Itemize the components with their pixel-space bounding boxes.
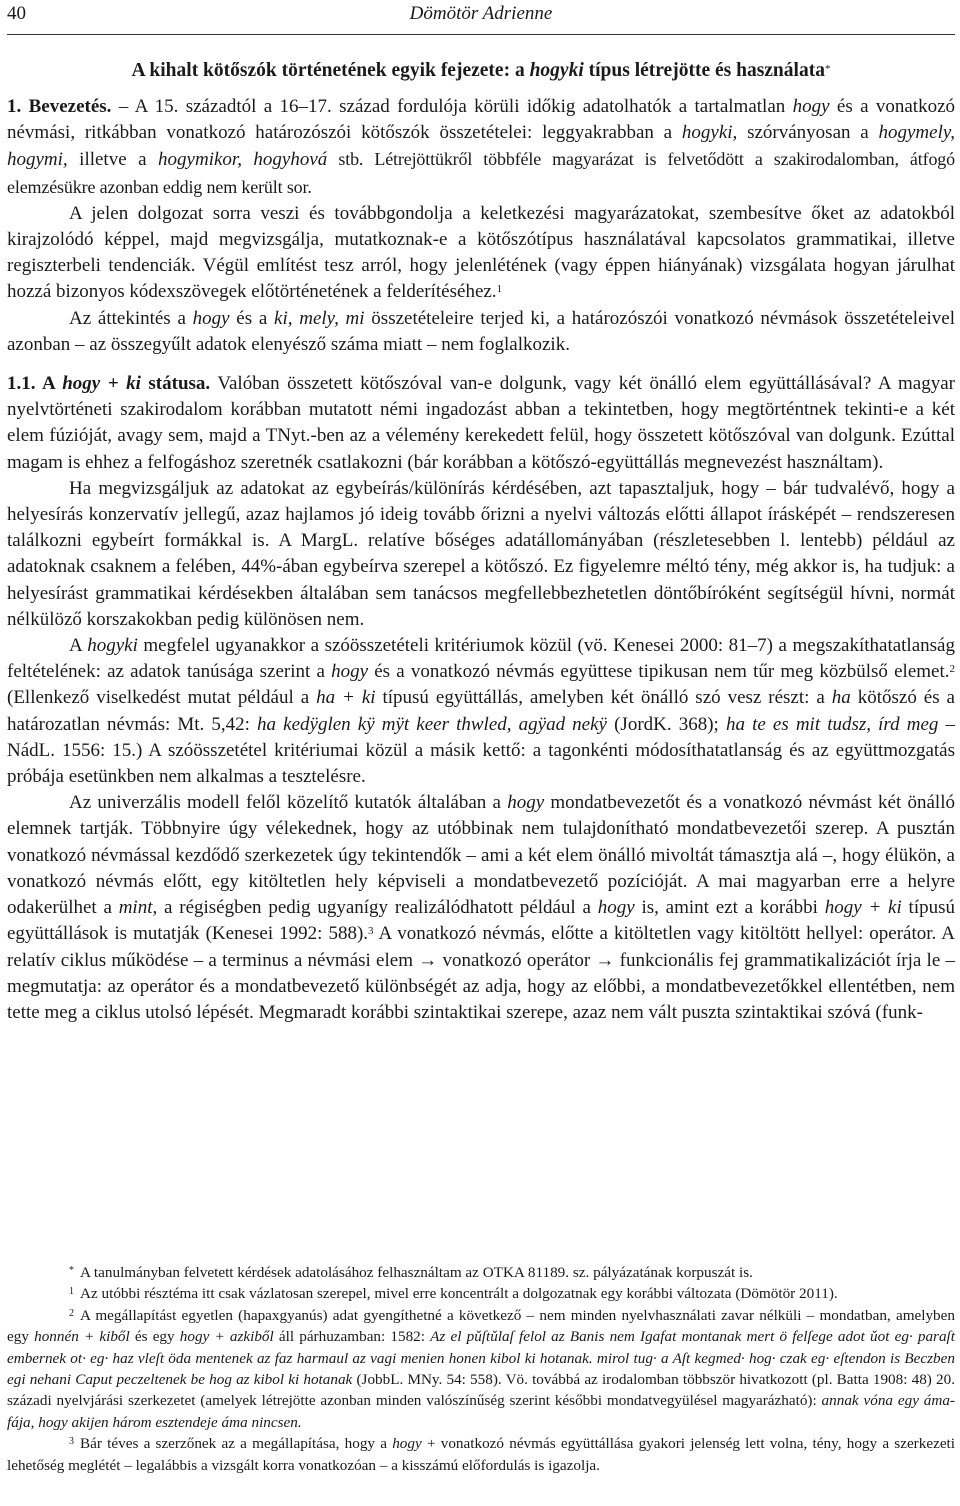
italic-run: ha [831,687,851,709]
body-paragraph [7,633,955,790]
italic-run: hogymely, hogymi, [7,122,955,171]
italic-run: hogyki [87,635,138,657]
heading-text: 1.1. A [7,373,63,395]
italic-run: hogy [331,661,369,683]
italic-run: hogyki, [681,122,738,144]
text-run: Az áttekintés a [69,307,193,329]
footnote-mark: 1 [69,1286,74,1298]
text-run: stb. Létrejöttükről többféle magyarázat is felvetődött a szakirodalomban, átfogó elemzésükre azonban eddig nem került sor. [7,149,955,197]
title-footnote-mark: * [824,63,831,75]
running-header [7,0,955,35]
text-run: illetve a [67,149,159,171]
footnote-ref: 3 [368,925,374,938]
footnote-mark: * [69,1265,74,1276]
footnote-text: Bár téves a szerzőnek az a megállapítása, hogy a [80,1435,393,1453]
text-run: és a vonatkozó névmási, ritkábban vonatkozó határozószói kötőszók összetételei: leggyakrabban a [7,96,956,144]
italic-run: hogy [597,897,635,919]
body-paragraph [7,306,955,358]
italic-run: ha + ki [316,687,376,709]
footnote-text: Az utóbbi résztéma itt csak vázlatosan szerepel, mivel erre koncentrált a dolgozatnak egy korábbi változata (Dömötör 2011). [80,1285,838,1303]
text-run: (Ellenkező viselkedést mutat például a [7,687,317,709]
footnote-italic: annak vóna egy áma-fája, hogy akijen három esztendeje áma nincsen. [7,1392,955,1431]
section-heading-intro: 1. Bevezetés. [7,96,112,117]
title-text-end: típus létrejötte és használata [583,60,825,81]
text-run: – A 15. századtól a 16–17. század fordulója körüli időkig adatolhatók a tartalmatlan [111,96,793,117]
footnote-text: és egy [129,1328,180,1346]
italic-run: hogymikor, hogyhová [158,149,328,171]
page [7,0,956,1474]
text-run: Valóban összetett kötőszóval van-e dolgunk, vagy két önálló elem együttállásával? A magyar nyelvtörténeti szakirodalom korábban mutatott némi ingadozást abban a tekintetben, hogy megtörténtnek tekinti-e a két elem fúzióját, avagy sem, majd a TNyt.-ben az a vélemény kerekedett felül, hogy összetett kötőszóval van dolgunk. Ezúttal magam is ehhez a felfogáshoz szeretnék csatlakozni (bár korábban a kötőszó-együttállás megnevezést használtam). [7,373,955,473]
text-run: szórványosan a [737,122,879,144]
italic-run: hogy [192,307,230,329]
title-text: A kihalt kötőszók történetének egyik fejezete: a [131,60,530,81]
footnote-star [7,1262,955,1283]
text-run: Az univerzális modell felől közelítő kutatók általában a [69,792,508,814]
footnote-2 [7,1305,955,1433]
body-paragraph [7,201,955,306]
intro-paragraph [7,94,955,201]
italic-run: mint, [118,897,158,919]
footnote-italic: Az el pǔſtǔlaſ felol az Banis nem Igafat montanak mert ö felſege adot ǔot eg· paraſt embernek ot· eg· haz vleſt öda mentenek az faz harmaul az vagi menien honen kibol ki hotanak. mirol tug· a Aſt kegmed· hog· czak eg· eſtendon is Beczben egi nehani Caput peczeltenek be hog az kibol ki hotanak [7,1328,955,1389]
italic-run: ki, mely, mi [274,307,365,329]
footnote-ref: 2 [949,663,955,676]
heading-text: státusa. [140,373,211,395]
text-run: típusú együttállás, amelyben két önálló szó vesz részt: a [375,687,832,709]
text-run: összetételeire terjed ki, a határozószói vonatkozó névmások összetételeivel azonban – az összegyűlt adatok elenyésző száma miatt – nem foglalkozik. [7,307,955,355]
running-author: Dömötör Adrienne [409,3,553,24]
text-run: is, amint ezt a korábbi [634,897,825,919]
section-heading [7,373,210,394]
text-run: A jelen dolgozat sorra veszi és továbbgondolja a keletkezési magyarázatokat, szembesítve őket az adatokból kirajzolódó képpel, majd megvizsgálja, mutatkoznak-e a kötőszótípus használatával kapcsolatos grammatikai, illetve regiszterbeli tendenciák. Végül említést tesz arról, hogy jelenlétének (vagy éppen hiányának) vizsgálata hogyan járulhat hozzá bizonyos kódexszövegek előtörténetének a felderítéséhez. [7,202,955,303]
text-run: A vonatkozó névmás, előtte a kitöltetlen vagy kitöltött hellyel: operátor. A relatív ciklus működése – a terminus a névmási elem → vonatkozó operátor → funkcionális fej grammatikalizációt írja le – megmutatja: az operátor és a mondatbevezető különbségét az adja, hogy az előbbi, a mondatbevezetőkkel ellentétben, nem tette meg a ciklus utolsó lépését. Megmaradt korábbi szintaktikai szerepe, azaz nem vált puszta szintaktikai szóvá (funk- [7,923,955,1023]
text-run: Ha megvizsgáljuk az adatokat az egybeírás/különírás kérdésében, azt tapasztaljuk, hogy – bár tudvalévő, hogy a helyesírás konzervatív jellegű, azaz hajlamos jó ideig tovább őrizni a nyelvi változás előtti állapot írásképét – rendszeresen találkozni egybeírt formákkal is. A MargL. relatíve bőséges adatállományában (részletesebben l. lentebb) például az adatoknak csaknem a felében, 44%-ában egybeírva szerepel a kötőszó. Ez figyelemre méltó tény, még akkor is, ha tudjuk: a helyesírást grammatikai kérdésekben általában sem tanácsos megfellebbezhetetlen döntőbíróként segítségül hívni, normát nélkülöző korszakokban pedig különösen nem. [7,477,955,630]
footnote-1 [7,1283,955,1304]
body-paragraph [7,790,955,1026]
text-run: kötőszó és a határozatlan névmás: Mt. 5,42: [7,687,955,735]
text-run: mondatbevezetőt és a vonatkozó névmást két önálló elemnek tartják. Többnyire úgy vélekednek, hogy az utóbbinak nem tulajdonítható mondatbevezetői szerep. A pusztán vonatkozó névmással kezdődő szerkezetek úgy tekintendők – ami a két elem önálló mivoltát támasztja alá –, hogy élükön, a vonatkozó névmás előtt, egy kitöltetlen hely képviseli a mondatbevezető pozícióját. A mai magyarban erre a helyre odakerülhet a [7,792,955,919]
italic-run: ha kedÿglen kÿ mÿt keer thwled, agÿad nekÿ [257,713,607,735]
article-body [7,94,955,1026]
text-run: (JordK. 368); [606,713,726,735]
footnote-mark: 2 [69,1307,74,1319]
footnotes [7,1262,955,1476]
text-run: és a vonatkozó névmás együttese tipikusan nem tűr meg közbülső elemet. [368,661,950,683]
title-italic: hogyki [529,60,584,81]
text-run: és a [229,307,275,329]
footnote-text: (JobbL. MNy. 54: 558). Vö. továbbá az irodalomban többször hivatkozott (pl. Batta 1908: 48) 20. századi nyelvjárási szerkezetet (amelyek létrejötte azonban minden valószínűség szerint későbbi mondatvegyülésel magyarázható): [7,1371,955,1410]
heading-italic: hogy + ki [62,373,141,395]
text-run: a régiségben pedig ugyanígy realizálódhatott például a [157,897,598,919]
text-run: megfelel ugyanakkor a szóösszetételi kritériumok közül (vö. Kenesei 2000: 81–7) a megszakíthatatlanság feltételének: az adatok tanúsága szerint a [7,635,955,683]
footnote-italic: hogy [392,1435,422,1453]
footnote-text: + vonatkozó névmás együttállása gyakori jelenség lett volna, tény, hogy a szerkezeti lehetőség meglétét – legalábbis a vizsgált korra vonatkozóan – a kisszámú előfordulás is igazolja. [7,1435,955,1474]
italic-run: hogy + ki [824,897,902,919]
text-run: – NádL. 1556: 15.) A szóösszetétel kritériumai közül a másik kettő: a tagonkénti módosíthatatlanság és az együttmozgatás próbája esetünkben nem alkalmas a tesztelésre. [7,713,956,788]
footnote-italic: honnén + kiből [34,1328,130,1346]
article-title [7,58,955,84]
footnote-text: A megállapítást egyetlen (hapaxgyanús) adat gyengíthetné a következő – nem minden nyelvhasználati zavar nélküli – mondatban, amelyben egy [7,1306,955,1346]
italic-run: hogy [792,96,830,117]
italic-run: ha te es mit tudsz, írd meg [725,713,939,735]
footnote-3 [7,1433,955,1476]
italic-run: hogy [507,792,545,814]
page-number: 40 [7,3,26,24]
section-paragraph [7,371,955,476]
footnote-ref: 1 [496,283,503,296]
footnote-italic: hogy + azkiből [179,1328,274,1346]
footnote-text: áll párhuzamban: 1582: [273,1328,431,1346]
text-run: A [69,635,88,657]
footnote-text: A tanulmányban felvetett kérdések adatolásához felhasználtam az OTKA 81189. sz. pályázatának korpuszát is. [80,1264,753,1281]
text-run: típusú együttállások is mutatják (Kenesei 1992: 588). [7,897,956,945]
body-paragraph [7,476,955,633]
footnote-mark: 3 [69,1436,74,1448]
